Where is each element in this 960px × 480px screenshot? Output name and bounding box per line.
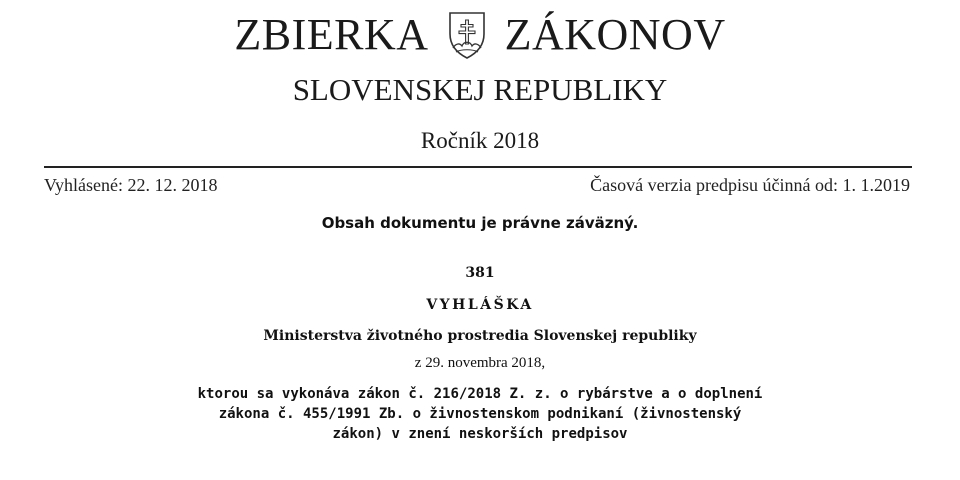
document-number: 381 [465, 265, 495, 281]
masthead-word-left: ZBIERKA [234, 10, 429, 59]
masthead [0, 6, 960, 64]
slovak-coat-of-arms-icon [447, 10, 487, 60]
document-title [0, 384, 960, 444]
document-type: VYHLÁŠKA [426, 297, 534, 313]
masthead-word-right: ZÁKONOV [504, 10, 726, 59]
announced-date: Vyhlásené: 22. 12. 2018 [44, 175, 218, 195]
document-issuer: Ministerstva životného prostredia Slovenskej republiky [263, 328, 697, 344]
masthead-subtitle: SLOVENSKEJ REPUBLIKY [292, 72, 668, 107]
document-title-line: zákona č. 455/1991 Zb. o živnostenskom podnikaní (živnostenský [218, 406, 742, 422]
header-divider [44, 166, 912, 168]
effective-version: Časová verzia predpisu účinná od: 1. 1.2019 [590, 175, 910, 195]
document-title-line: ktorou sa vykonáva zákon č. 216/2018 Z. z. o rybárstve a o doplnení [197, 386, 763, 402]
binding-notice: Obsah dokumentu je právne záväzný. [321, 214, 639, 232]
document-title-line: zákon) v znení neskorších predpisov [332, 426, 628, 442]
document-date: z 29. novembra 2018, [414, 355, 546, 371]
volume-label: Ročník 2018 [420, 128, 540, 153]
